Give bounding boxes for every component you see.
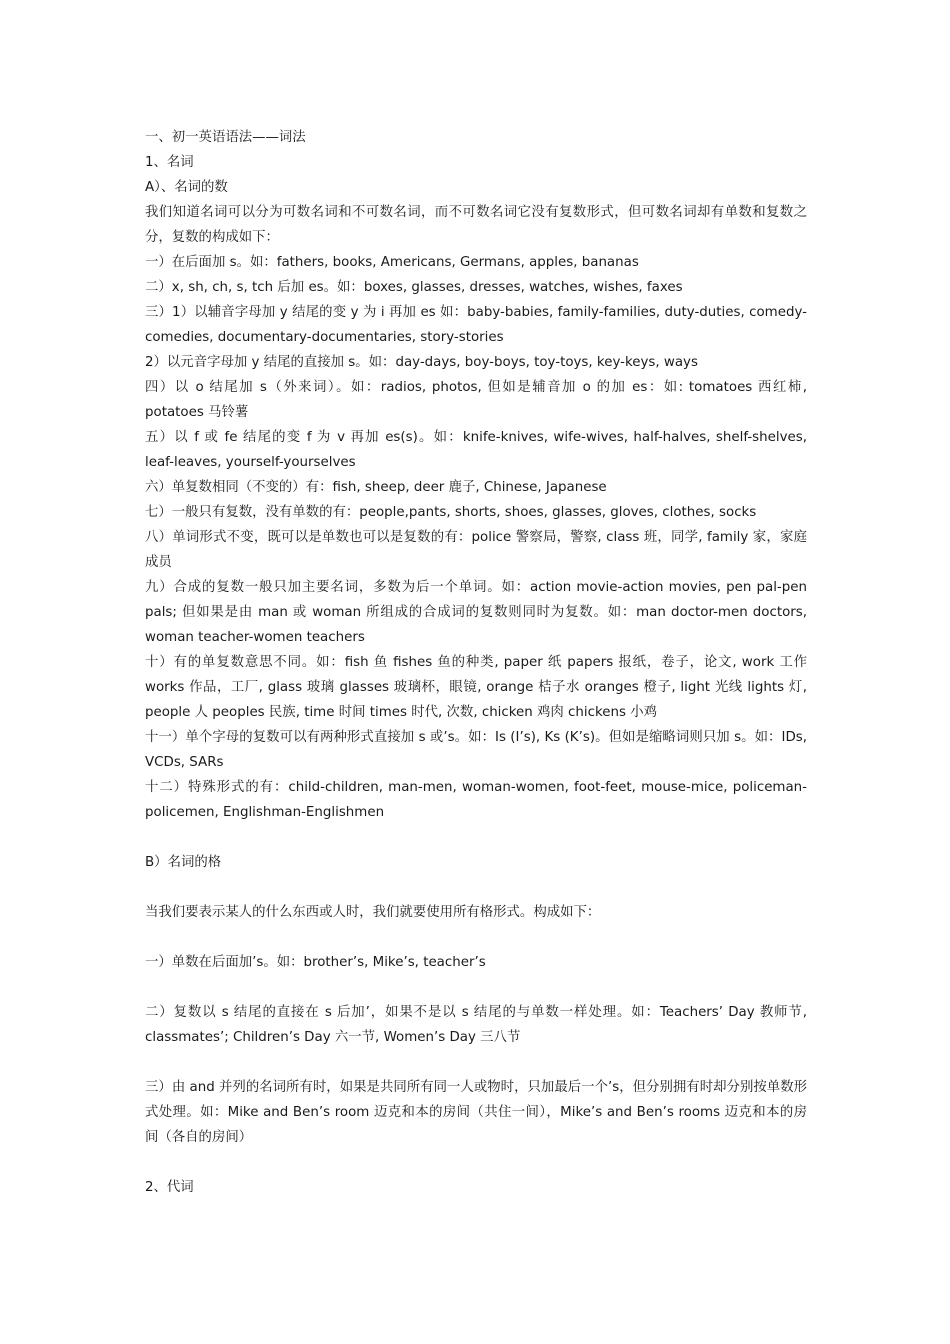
spacer (145, 1050, 807, 1075)
case-rule-2: 二）复数以 s 结尾的直接在 s 后加’，如果不是以 s 结尾的与单数一样处理。如：Teachers’ Day 教师节, classmates’; Children’s Day 六一节, Women’s Day 三八节 (145, 1005, 807, 1045)
paragraph-intro: 我们知道名词可以分为可数名词和不可数名词，而不可数名词它没有复数形式，但可数名词却有单数和复数之分，复数的构成如下： (145, 205, 807, 245)
rule-2: 二）x, sh, ch, s, tch 后加 es。如：boxes, glasses, dresses, watches, wishes, faxes (145, 280, 683, 295)
spacer (145, 825, 807, 850)
spacer (145, 975, 807, 1000)
rule-3a: 三）1）以辅音字母加 y 结尾的变 y 为 i 再加 es 如：baby-babies, family-families, duty-duties, comedy-comedies, documentary-documentaries, story-stories (145, 305, 807, 345)
case-rule-1: 一）单数在后面加’s。如：brother’s, Mike’s, teacher’s (145, 955, 486, 970)
rule-9: 九）合成的复数一般只加主要名词，多数为后一个单词。如：action movie-action movies, pen pal-pen pals; 但如果是由 man 或 woman 所组成的合成词的复数则同时为复数。如：man doctor-men doctors, woman teacher-women teachers (145, 580, 807, 645)
section-heading-nouns: 1、名词 (145, 155, 194, 170)
rule-3b: 2）以元音字母加 y 结尾的直接加 s。如：day-days, boy-boys, toy-toys, key-keys, ways (145, 355, 698, 370)
rule-4: 四）以 o 结尾加 s（外来词）。如：radios, photos, 但如是辅音加 o 的加 es：如: tomatoes 西红柿, potatoes 马铃薯 (145, 380, 807, 420)
spacer (145, 875, 807, 900)
rule-7: 七）一般只有复数，没有单数的有：people,pants, shorts, shoes, glasses, gloves, clothes, socks (145, 505, 757, 520)
document-page (145, 125, 807, 1200)
spacer (145, 925, 807, 950)
rule-11: 十一）单个字母的复数可以有两种形式直接加 s 或’s。如：Is (I’s), Ks (K’s)。但如是缩略词则只加 s。如：IDs, VCDs, SARs (145, 730, 807, 770)
spacer (145, 1150, 807, 1175)
subsection-heading-number: A）、名词的数 (145, 180, 228, 195)
rule-5: 五）以 f 或 fe 结尾的变 f 为 v 再加 es(s)。如：knife-knives, wife-wives, half-halves, shelf-shelves, leaf-leaves, yourself-yourselves (145, 430, 807, 470)
subsection-heading-case: B）名词的格 (145, 855, 222, 870)
rule-6: 六）单复数相同（不变的）有：fish, sheep, deer 鹿子, Chinese, Japanese (145, 480, 607, 495)
case-rule-3: 三）由 and 并列的名词所有时，如果是共同所有同一人或物时，只加最后一个’s，但分别拥有时却分别按单数形式处理。如：Mike and Ben’s room 迈克和本的房间（共住一间），Mike’s and Ben’s rooms 迈克和本的房间（各自的房间） (145, 1080, 807, 1145)
document-title: 一、初一英语语法——词法 (145, 130, 306, 145)
rule-1: 一）在后面加 s。如：fathers, books, Americans, Germans, apples, bananas (145, 255, 639, 270)
section-heading-pronouns: 2、代词 (145, 1180, 194, 1195)
rule-8: 八）单词形式不变，既可以是单数也可以是复数的有：police 警察局，警察, class 班，同学, family 家，家庭成员 (145, 530, 807, 570)
rule-12: 十二）特殊形式的有：child-children, man-men, woman-women, foot-feet, mouse-mice, policeman-policemen, Englishman-Englishmen (145, 780, 807, 820)
paragraph-case-intro: 当我们要表示某人的什么东西或人时，我们就要使用所有格形式。构成如下： (145, 905, 601, 920)
rule-10: 十）有的单复数意思不同。如：fish 鱼 fishes 鱼的种类, paper 纸 papers 报纸，卷子，论文, work 工作 works 作品，工厂, glass 玻璃 glasses 玻璃杯，眼镜, orange 桔子水 oranges 橙子, light 光线 lights 灯, people 人 peoples 民族, time 时间 times 时代, 次数, chicken 鸡肉 chickens 小鸡 (145, 655, 807, 720)
